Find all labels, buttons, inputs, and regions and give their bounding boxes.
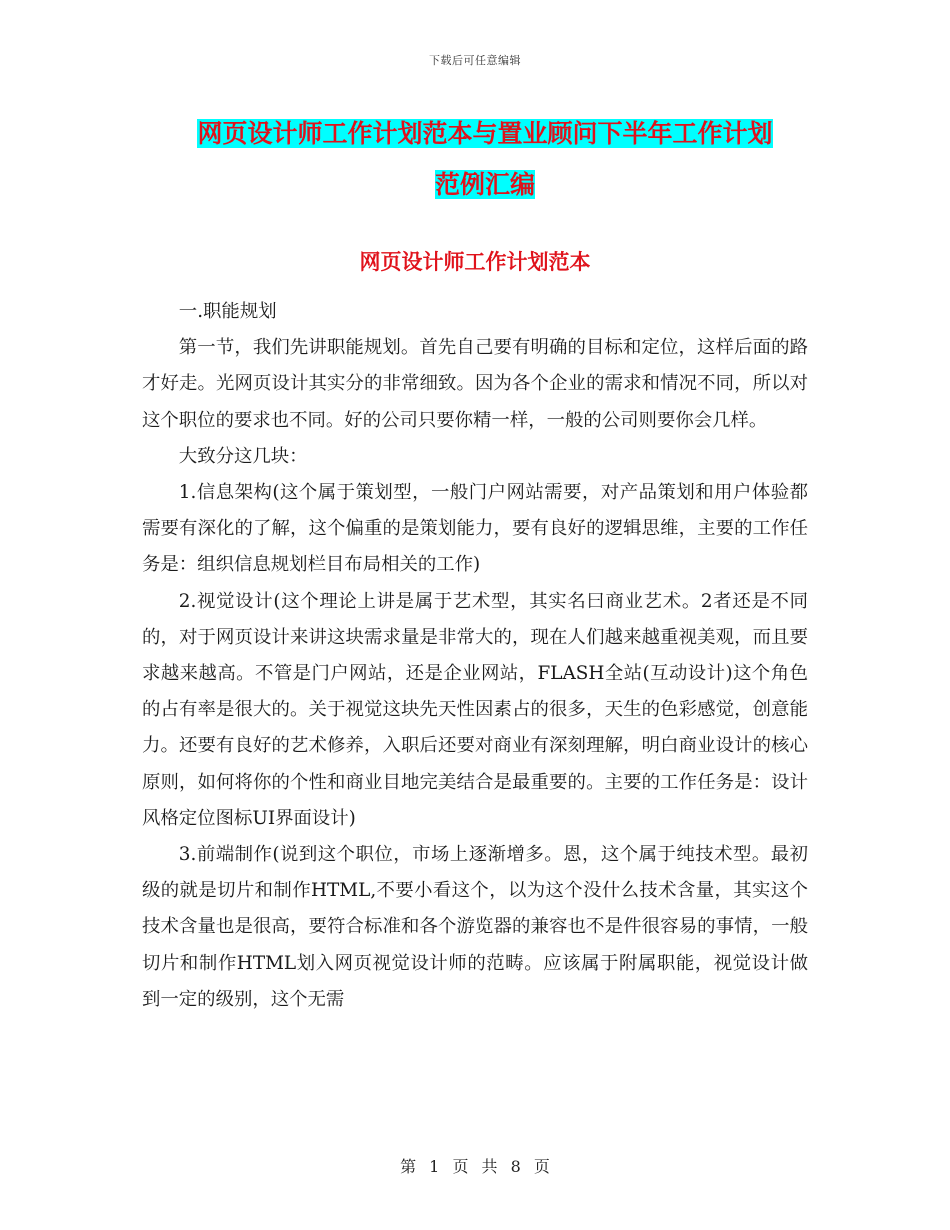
header-note: 下载后可任意编辑 xyxy=(429,54,521,67)
paragraph: 第一节，我们先讲职能规划。首先自己要有明确的目标和定位，这样后面的路才好走。光网页设计其实分的非常细致。因为各个企业的需求和情况不同，所以对这个职位的要求也不同。好的公司只要你精一样，一般的公司则要你会几样。 xyxy=(142,337,808,431)
paragraph: 2.视觉设计(这个理论上讲是属于艺术型，其实名曰商业艺术。2者还是不同的，对于网页设计来讲这块需求量是非常大的，现在人们越来越重视美观，而且要求越来越高。不管是门户网站，还是企业网站，FLASH全站(互动设计)这个角色的占有率是很大的。关于视觉这块先天性因素占的很多，天生的色彩感觉，创意能力。还要有良好的艺术修养，入职后还要对商业有深刻理解，明白商业设计的核心原则，如何将你的个性和商业目地完美结合是最重要的。主要的工作任务是：设计风格定位图标UI界面设计) xyxy=(142,590,808,829)
document-title-line-2: 范例汇编 xyxy=(434,170,535,199)
paragraph: 大致分这几块： xyxy=(178,445,308,467)
paragraph-heading: 一.职能规划 xyxy=(178,301,277,322)
page-footer: 第 1 页 共 8 页 xyxy=(400,1157,550,1176)
body-text xyxy=(142,294,808,1018)
paragraph: 1.信息架构(这个属于策划型，一般门户网站需要，对产品策划和用户体验都需要有深化的了解，这个偏重的是策划能力，要有良好的逻辑思维，主要的工作任务是：组织信息规划栏目布局相关的工作) xyxy=(142,482,808,576)
document-title xyxy=(140,108,830,210)
document-title-line-1: 网页设计师工作计划范本与置业顾问下半年工作计划 xyxy=(197,119,773,148)
paragraph: 3.前端制作(说到这个职位，市场上逐渐增多。恩，这个属于纯技术型。最初级的就是切片和制作HTML,不要小看这个，以为这个没什么技术含量，其实这个技术含量也是很高，要符合标准和各个游览器的兼容也不是件很容易的事情，一般切片和制作HTML划入网页视觉设计师的范畴。应该属于附属职能，视觉设计做到一定的级别，这个无需 xyxy=(142,844,808,1010)
section-title: 网页设计师工作计划范本 xyxy=(359,249,591,274)
